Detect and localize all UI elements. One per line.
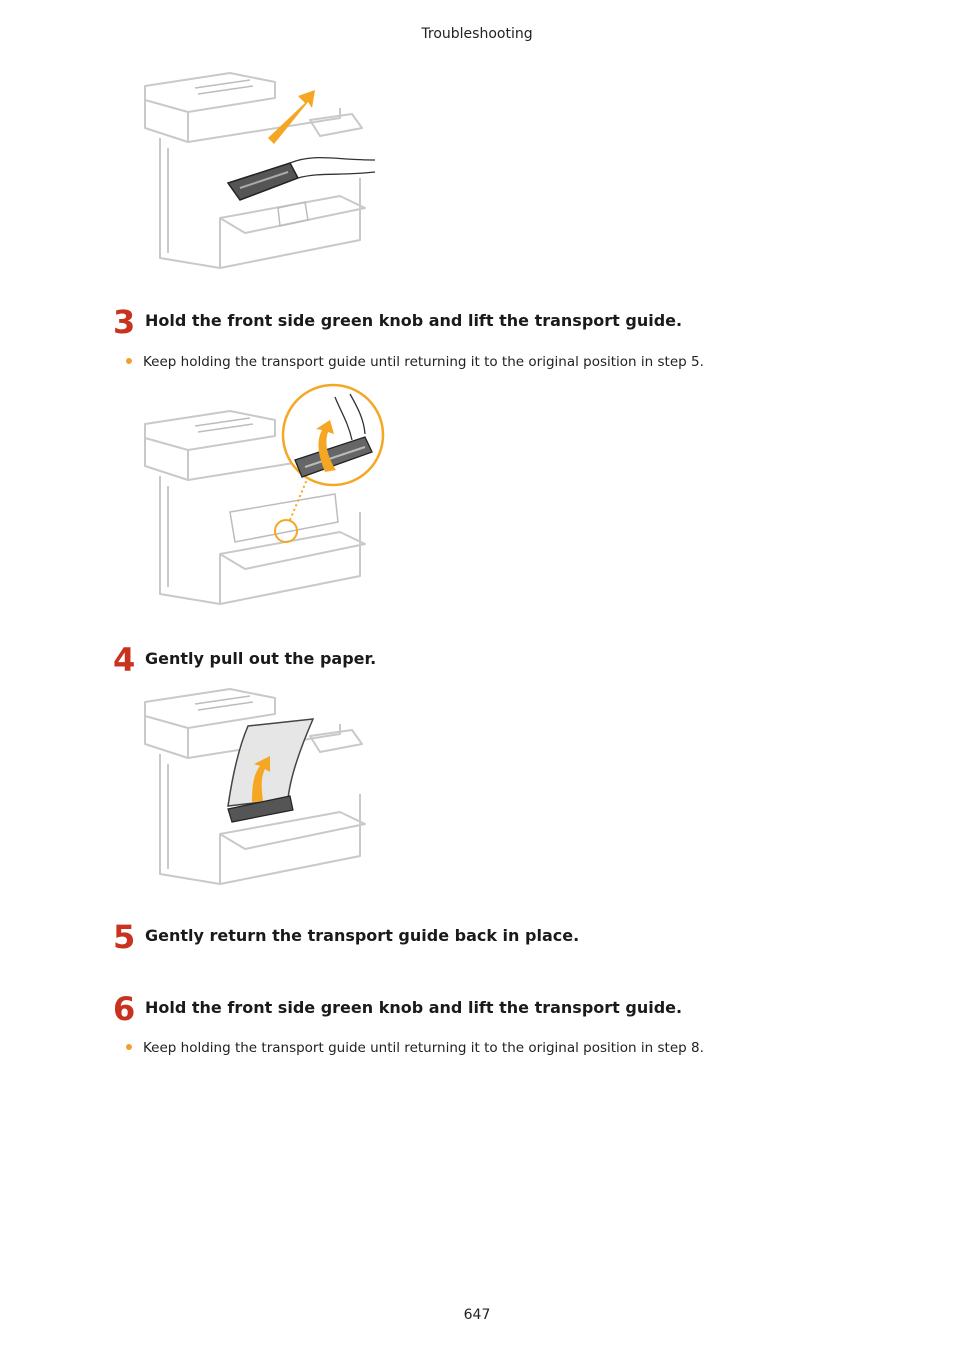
note-text: Keep holding the transport guide until returning it to the original position in step 5. (143, 354, 704, 370)
page-number: 647 (463, 1307, 491, 1323)
step-3-note (126, 354, 704, 370)
step-number: 5 (113, 918, 135, 956)
step-6-note (126, 1040, 704, 1056)
bullet-icon (126, 1044, 132, 1050)
step-title: Gently return the transport guide back in place. (145, 926, 580, 945)
step-number: 3 (113, 303, 135, 341)
printer-pull-out-paper-illustration-icon (140, 684, 380, 893)
step-title: Hold the front side green knob and lift the transport guide. (145, 998, 683, 1017)
page-header: Troubleshooting (421, 26, 533, 42)
printer-lift-transport-guide-illustration-icon (140, 382, 390, 614)
bullet-icon (126, 358, 132, 364)
step-number: 6 (113, 990, 135, 1028)
printer-remove-toner-illustration-icon (140, 68, 380, 277)
note-text: Keep holding the transport guide until returning it to the original position in step 8. (143, 1040, 704, 1056)
step-title: Hold the front side green knob and lift the transport guide. (145, 311, 683, 330)
step-title: Gently pull out the paper. (145, 649, 377, 668)
step-number: 4 (113, 641, 135, 679)
